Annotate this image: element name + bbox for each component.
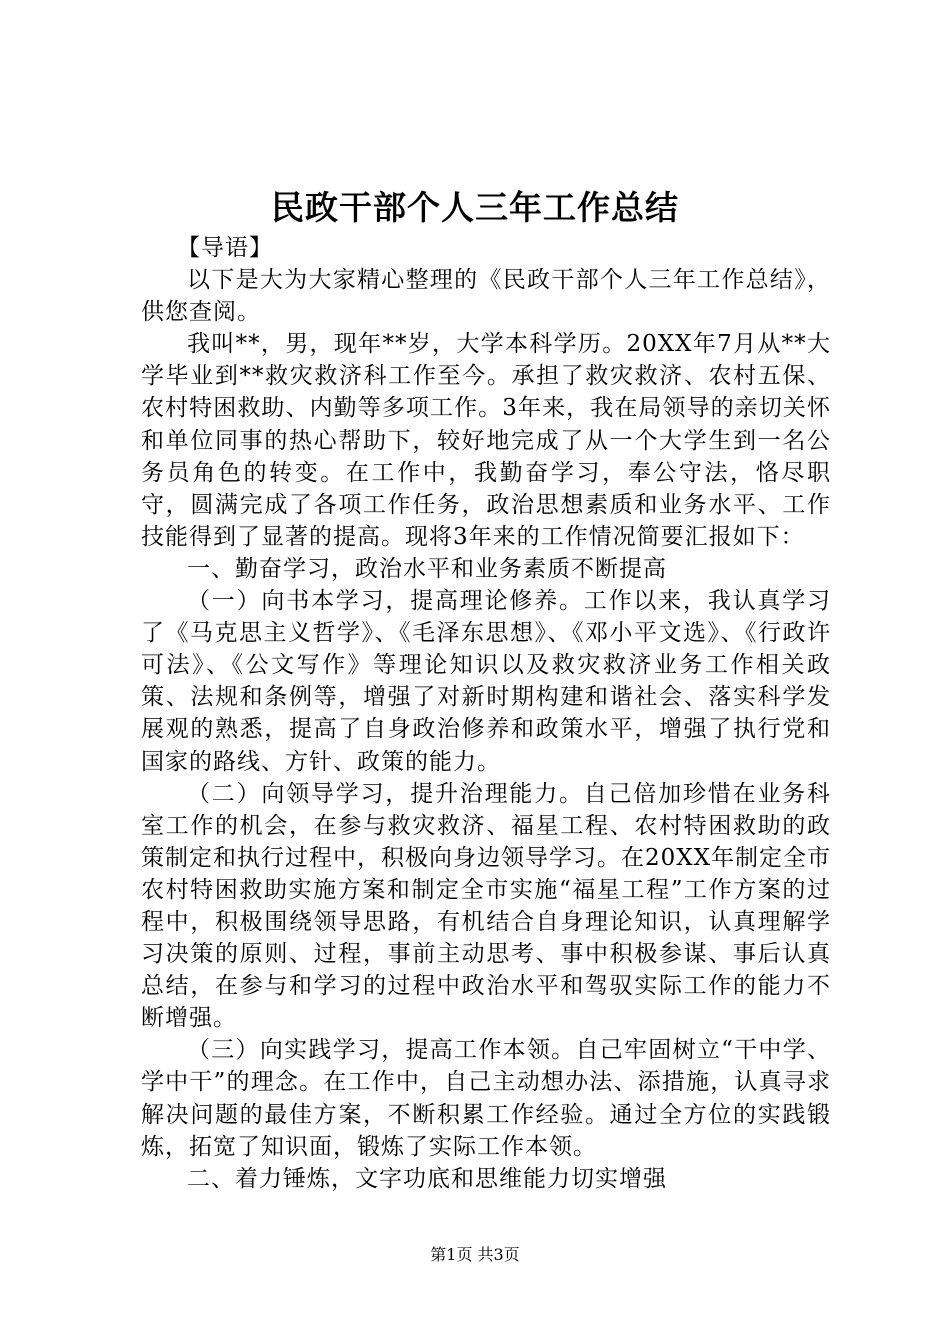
section-heading-1: 一、勤奋学习，政治水平和业务素质不断提高 xyxy=(187,555,667,582)
subsection-paragraph-3: （三）向实践学习，提高工作本领。自己牢固树立“干中学、学中干”的理念。在工作中，自己主动想办法、添措施，认真寻求解决问题的最佳方案，不断积累工作经验。通过全方位的实践锻炼，拓宽了知识面，锻炼了实际工作本领。 xyxy=(141,1037,831,1160)
subsection-paragraph-1: （一）向书本学习，提高理论修养。工作以来，我认真学习了《马克思主义哲学》、《毛泽东思想》、《邓小平文选》、《行政许可法》、《公文写作》等理论知识以及救灾救济业务工作相关政策、法规和条例等，增强了对新时期构建和谐社会、落实科学发展观的熟悉，提高了自身政治修养和政策水平，增强了执行党和国家的路线、方针、政策的能力。 xyxy=(141,588,831,775)
page-number-footer: 第1页 共3页 xyxy=(430,1245,520,1264)
intro-label: 【导语】 xyxy=(177,235,273,261)
self-introduction-paragraph: 我叫**，男，现年**岁，大学本科学历。20XX年7月从**大学毕业到**救灾救济科工作至今。承担了救灾救济、农村五保、农村特困救助、内勤等多项工作。3年来，我在局领导的亲切关怀和单位同事的热心帮助下，较好地完成了从一个大学生到一名公务员角色的转变。在工作中，我勤奋学习，奉公守法，恪尽职守，圆满完成了各项工作任务，政治思想素质和业务水平、工作技能得到了显著的提高。现将3年来的工作情况简要汇报如下： xyxy=(141,331,831,550)
document-title: 民政干部个人三年工作总结 xyxy=(271,188,679,227)
document-body xyxy=(141,232,831,1195)
subsection-paragraph-2: （二）向领导学习，提升治理能力。自己倍加珍惜在业务科室工作的机会，在参与救灾救济、福星工程、农村特困救助的政策制定和执行过程中，积极向身边领导学习。在20XX年制定全市农村特困救助实施方案和制定全市实施“福星工程”工作方案的过程中，积极围绕领导思路，有机结合自身理论知识，认真理解学习决策的原则、过程，事前主动思考、事中积极参谋、事后认真总结，在参与和学习的过程中政治水平和驾驭实际工作的能力不断增强。 xyxy=(141,780,832,1032)
section-heading-2: 二、着力锤炼，文字功底和思维能力切实增强 xyxy=(187,1165,667,1192)
intro-paragraph: 以下是大为大家精心整理的《民政干部个人三年工作总结》，供您查阅。 xyxy=(141,267,831,326)
